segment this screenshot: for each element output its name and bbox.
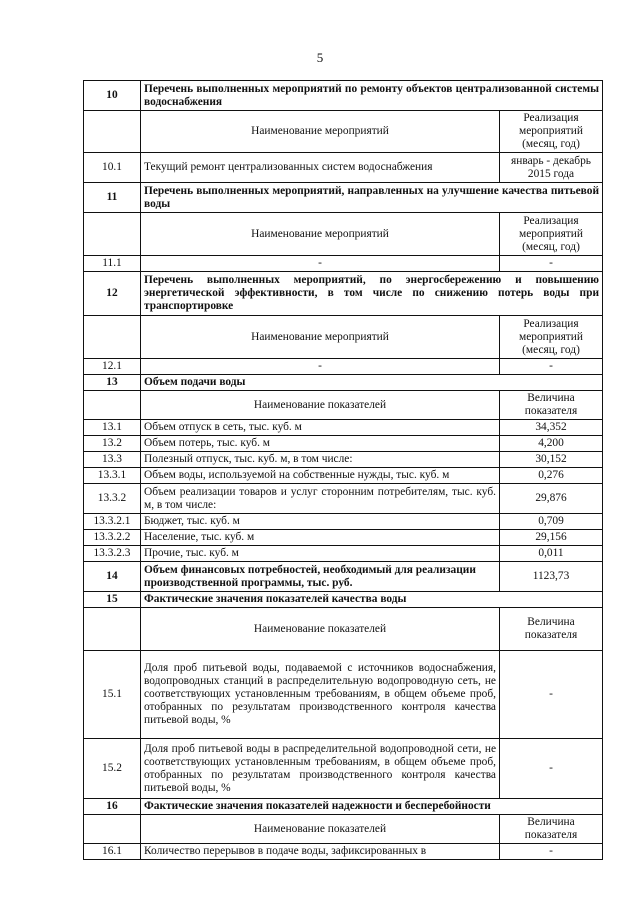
column-header: Реализация мероприятий (месяц, год) <box>500 316 603 359</box>
table-row <box>84 213 603 256</box>
row-number: 16.1 <box>84 844 141 860</box>
table-row <box>84 391 603 420</box>
row-number <box>84 111 141 153</box>
row-text: Полезный отпуск, тыс. куб. м, в том числе: <box>141 452 500 468</box>
row-value: 0,709 <box>500 514 603 530</box>
row-number <box>84 213 141 256</box>
row-text: Объем финансовых потребностей, необходимый для реализации производственной программы, тыс. руб. <box>141 562 500 592</box>
table-row <box>84 256 603 272</box>
row-text: - <box>141 256 500 272</box>
table-row <box>84 562 603 592</box>
row-number: 13.2 <box>84 436 141 452</box>
section-title: Перечень выполненных мероприятий, по энергосбережению и повышению энергетической эффективности, в том числе по снижению потерь воды при транспортировке <box>141 272 603 316</box>
row-number: 13 <box>84 375 141 391</box>
row-number: 16 <box>84 799 141 815</box>
row-number: 13.3 <box>84 452 141 468</box>
row-value: 30,152 <box>500 452 603 468</box>
row-value: январь - декабрь 2015 года <box>500 153 603 183</box>
row-value: - <box>500 359 603 375</box>
row-text: Количество перерывов в подаче воды, зафиксированных в <box>141 844 500 860</box>
row-text: Объем воды, используемой на собственные нужды, тыс. куб. м <box>141 468 500 484</box>
row-number: 10.1 <box>84 153 141 183</box>
row-number: 13.3.2.2 <box>84 530 141 546</box>
table-row <box>84 514 603 530</box>
row-number <box>84 608 141 651</box>
table-row <box>84 183 603 213</box>
row-value: 34,352 <box>500 420 603 436</box>
section-title: Перечень выполненных мероприятий, направленных на улучшение качества питьевой воды <box>141 183 603 213</box>
row-number: 11.1 <box>84 256 141 272</box>
row-value: 29,876 <box>500 484 603 514</box>
table-row <box>84 153 603 183</box>
row-number: 13.1 <box>84 420 141 436</box>
row-number: 13.3.1 <box>84 468 141 484</box>
row-number: 10 <box>84 81 141 111</box>
row-number <box>84 391 141 420</box>
table-row <box>84 359 603 375</box>
row-text: Объем отпуск в сеть, тыс. куб. м <box>141 420 500 436</box>
row-value: - <box>500 739 603 799</box>
table-row <box>84 608 603 651</box>
table-row <box>84 592 603 608</box>
report-table <box>83 80 603 860</box>
column-header: Наименование мероприятий <box>141 316 500 359</box>
table-row <box>84 81 603 111</box>
row-number <box>84 316 141 359</box>
row-number: 11 <box>84 183 141 213</box>
table-row <box>84 111 603 153</box>
row-value: 4,200 <box>500 436 603 452</box>
column-header: Величина показателя <box>500 815 603 844</box>
column-header: Реализация мероприятий (месяц, год) <box>500 213 603 256</box>
row-value: 1123,73 <box>500 562 603 592</box>
row-number: 12 <box>84 272 141 316</box>
row-text: Прочие, тыс. куб. м <box>141 546 500 562</box>
table-row <box>84 452 603 468</box>
table-row <box>84 272 603 316</box>
row-value: 29,156 <box>500 530 603 546</box>
column-header: Наименование показателей <box>141 815 500 844</box>
row-number: 15.2 <box>84 739 141 799</box>
row-text: Доля проб питьевой воды, подаваемой с источников водоснабжения, водопроводных станций в распределительную водопроводную сеть, не соответствующих установленным требованиям, в общем объеме проб, отобранных по результатам производственного контроля качества питьевой воды, % <box>141 651 500 739</box>
row-number: 15 <box>84 592 141 608</box>
section-title: Фактические значения показателей надежности и бесперебойности <box>141 799 603 815</box>
table-row <box>84 436 603 452</box>
row-number: 14 <box>84 562 141 592</box>
column-header: Наименование показателей <box>141 391 500 420</box>
row-text: Объем потерь, тыс. куб. м <box>141 436 500 452</box>
row-value: 0,276 <box>500 468 603 484</box>
table-row <box>84 815 603 844</box>
row-text: Бюджет, тыс. куб. м <box>141 514 500 530</box>
row-value: 0,011 <box>500 546 603 562</box>
table-row <box>84 316 603 359</box>
row-number: 13.3.2.3 <box>84 546 141 562</box>
table-row <box>84 420 603 436</box>
row-text: - <box>141 359 500 375</box>
row-text: Объем реализации товаров и услуг сторонним потребителям, тыс. куб. м, в том числе: <box>141 484 500 514</box>
column-header: Величина показателя <box>500 608 603 651</box>
row-text: Население, тыс. куб. м <box>141 530 500 546</box>
row-number <box>84 815 141 844</box>
row-text: Доля проб питьевой воды в распределительной водопроводной сети, не соответствующих установленным требованиям, в общем объеме проб, отобранных по результатам производственного контроля качества питьевой воды, % <box>141 739 500 799</box>
section-title: Объем подачи воды <box>141 375 603 391</box>
column-header: Реализация мероприятий (месяц, год) <box>500 111 603 153</box>
table-row <box>84 844 603 860</box>
row-number: 15.1 <box>84 651 141 739</box>
row-value: - <box>500 651 603 739</box>
table-row <box>84 530 603 546</box>
row-value: - <box>500 256 603 272</box>
row-value: - <box>500 844 603 860</box>
table-row <box>84 799 603 815</box>
row-number: 13.3.2.1 <box>84 514 141 530</box>
page-number: 5 <box>316 50 324 65</box>
column-header: Величина показателя <box>500 391 603 420</box>
table-row <box>84 468 603 484</box>
table-row <box>84 375 603 391</box>
table-row <box>84 651 603 739</box>
row-text: Текущий ремонт централизованных систем водоснабжения <box>141 153 500 183</box>
row-number: 12.1 <box>84 359 141 375</box>
section-title: Фактические значения показателей качества воды <box>141 592 603 608</box>
row-number: 13.3.2 <box>84 484 141 514</box>
table-row <box>84 484 603 514</box>
column-header: Наименование мероприятий <box>141 111 500 153</box>
section-title: Перечень выполненных мероприятий по ремонту объектов централизованной системы водоснабжения <box>141 81 603 111</box>
column-header: Наименование мероприятий <box>141 213 500 256</box>
table-row <box>84 739 603 799</box>
column-header: Наименование показателей <box>141 608 500 651</box>
table-row <box>84 546 603 562</box>
